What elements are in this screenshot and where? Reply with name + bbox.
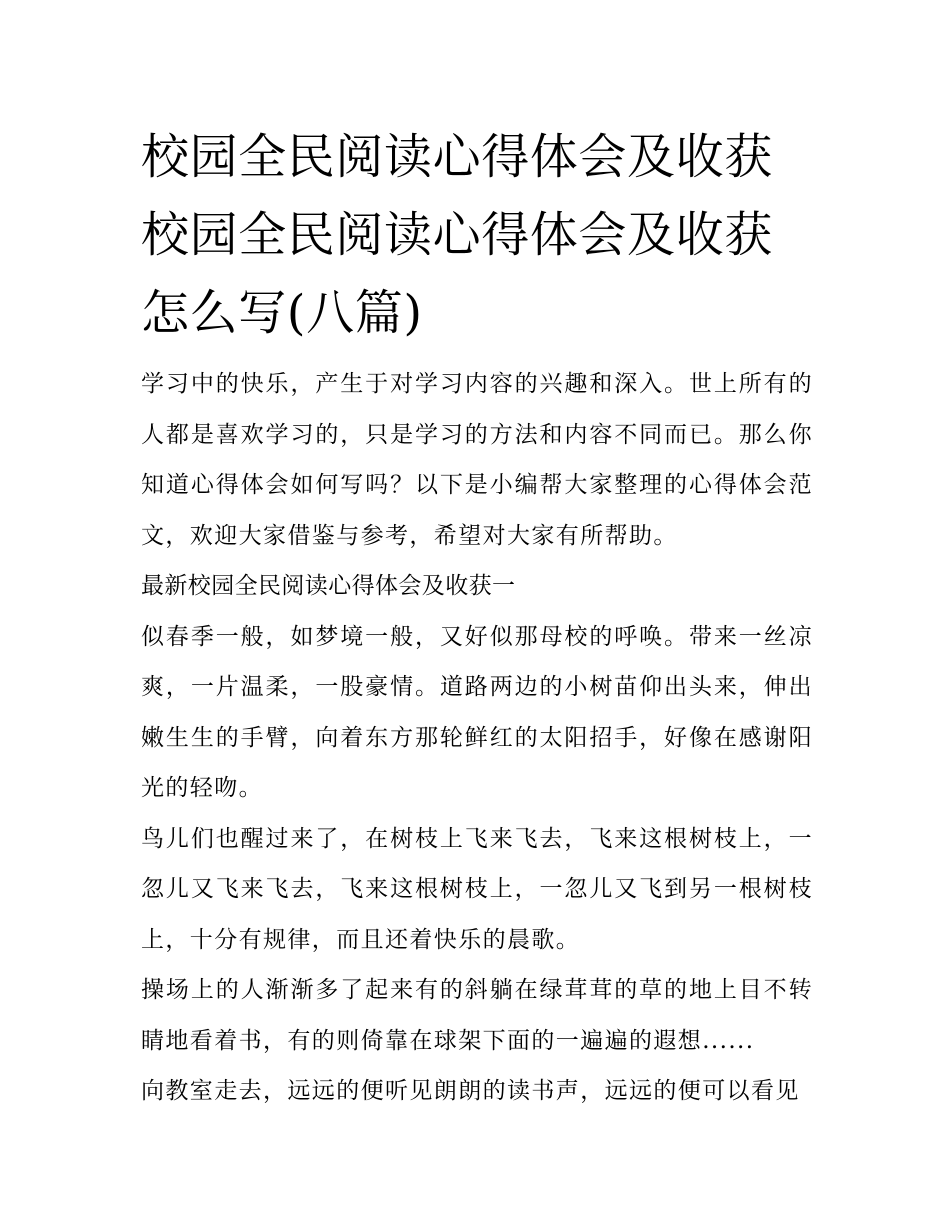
body-paragraph-4: 向教室走去，远远的便听见朗朗的读书声，远远的便可以看见: [141, 1078, 800, 1104]
document-title: [141, 118, 813, 352]
document-page: [141, 118, 813, 1117]
title-line-3: 怎么写(八篇): [141, 285, 423, 341]
title-line-2: 校园全民阅读心得体会及收获: [141, 207, 773, 263]
body-paragraph-3: 操场上的人渐渐多了起来有的斜躺在绿茸茸的草的地上目不转睛地看着书，有的则倚靠在球架下面的一遍遍的遐想......: [141, 977, 813, 1054]
body-paragraph-2: 鸟儿们也醒过来了，在树枝上飞来飞去，飞来这根树枝上，一忽儿又飞来飞去，飞来这根树枝上，一忽儿又飞到另一根树枝上，十分有规律，而且还着快乐的晨歌。: [141, 825, 813, 953]
title-line-1: 校园全民阅读心得体会及收获: [141, 129, 773, 185]
body-paragraph-1: 似春季一般，如梦境一般，又好似那母校的呼唤。带来一丝凉爽，一片温柔，一股豪情。道路两边的小树苗仰出头来，伸出嫩生生的手臂，向着东方那轮鲜红的太阳招手，好像在感谢阳光的轻吻。: [141, 623, 813, 801]
section-heading: 最新校园全民阅读心得体会及收获一: [141, 573, 516, 599]
intro-paragraph: 学习中的快乐，产生于对学习内容的兴趣和深入。世上所有的人都是喜欢学习的，只是学习的方法和内容不同而已。那么你知道心得体会如何写吗？以下是小编帮大家整理的心得体会范文，欢迎大家借鉴与参考，希望对大家有所帮助。: [141, 371, 813, 549]
